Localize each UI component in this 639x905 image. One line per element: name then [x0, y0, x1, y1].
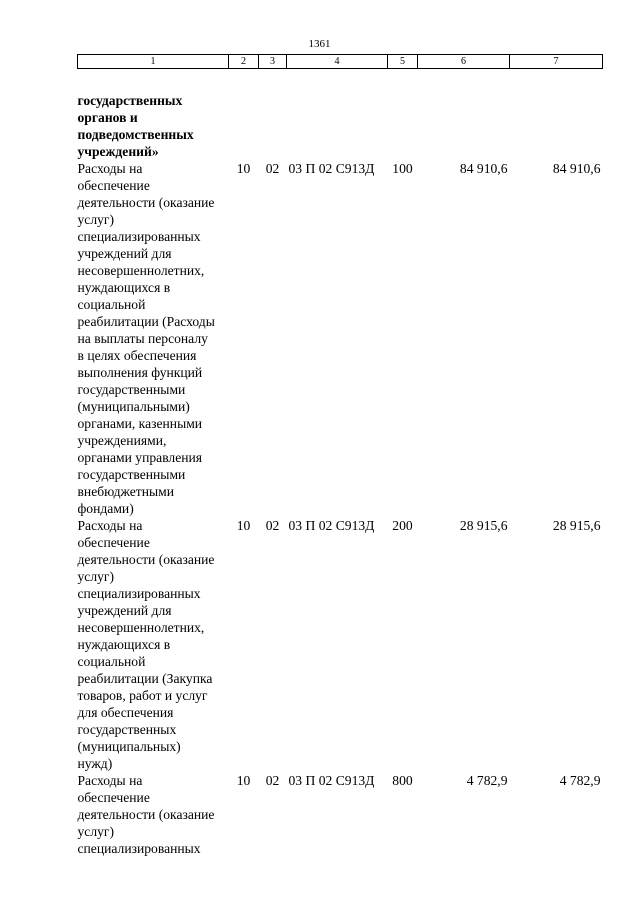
cell-name: Расходы на обеспечение деятельности (оказание услуг) специализированных учреждений для несовершеннолетних, нуждающихся в социальной реабилитации (Расходы на выплаты персоналу в целях обеспечения выполнения функций государственными (муниципальными) органами, казенными учреждениями, органами управления государственными внебюджетными фондами): [77, 161, 215, 516]
header-col-7: 7: [510, 55, 603, 69]
budget-table: [77, 54, 603, 857]
cell-expense-type: 800: [392, 773, 413, 788]
header-col-1: 1: [78, 55, 229, 69]
cell-amount-1: 28 915,6: [459, 518, 508, 533]
header-col-5: 5: [388, 55, 418, 69]
cell-target-code: 03 П 02 С913Д: [288, 518, 375, 533]
header-col-4: 4: [287, 55, 388, 69]
cell-section: 10: [236, 161, 251, 176]
cell-name: государственных органов и подведомственных учреждений»: [77, 93, 194, 159]
cell-name: Расходы на обеспечение деятельности (оказание услуг) специализированных учреждений для несовершеннолетних, нуждающихся в социальной реабилитации (Закупка товаров, работ и услуг для обеспечения государственных (муниципальных) нужд): [77, 518, 215, 771]
table-body: [78, 69, 603, 858]
header-col-2: 2: [229, 55, 259, 69]
cell-section: 10: [236, 518, 251, 533]
cell-section: [229, 69, 259, 161]
cell-amount-1: 84 910,6: [459, 161, 508, 176]
cell-amount-2: 84 910,6: [552, 161, 601, 176]
cell-amount-2: [510, 69, 603, 161]
cell-amount-2: 28 915,6: [552, 518, 601, 533]
page-number: 1361: [308, 38, 331, 50]
header-col-3: 3: [259, 55, 287, 69]
cell-expense-type: 100: [392, 161, 413, 176]
table-row: [78, 517, 603, 772]
table-header: [78, 55, 603, 69]
cell-name: Расходы на обеспечение деятельности (оказание услуг) специализированных: [77, 773, 215, 856]
cell-target-code: 03 П 02 С913Д: [288, 773, 375, 788]
table-row: [78, 772, 603, 857]
cell-subsection: 02: [265, 518, 280, 533]
cell-target-code: 03 П 02 С913Д: [288, 161, 375, 176]
cell-expense-type: [388, 69, 418, 161]
cell-subsection: 02: [265, 773, 280, 788]
cell-amount-1: 4 782,9: [466, 773, 508, 788]
cell-subsection: 02: [265, 161, 280, 176]
cell-amount-1: [418, 69, 510, 161]
cell-amount-2: 4 782,9: [559, 773, 601, 788]
header-col-6: 6: [418, 55, 510, 69]
table-row: [78, 160, 603, 517]
cell-target-code: [287, 69, 388, 161]
cell-section: 10: [236, 773, 251, 788]
table-row: [78, 69, 603, 161]
cell-subsection: [259, 69, 287, 161]
header-row: [78, 55, 603, 69]
cell-expense-type: 200: [392, 518, 413, 533]
